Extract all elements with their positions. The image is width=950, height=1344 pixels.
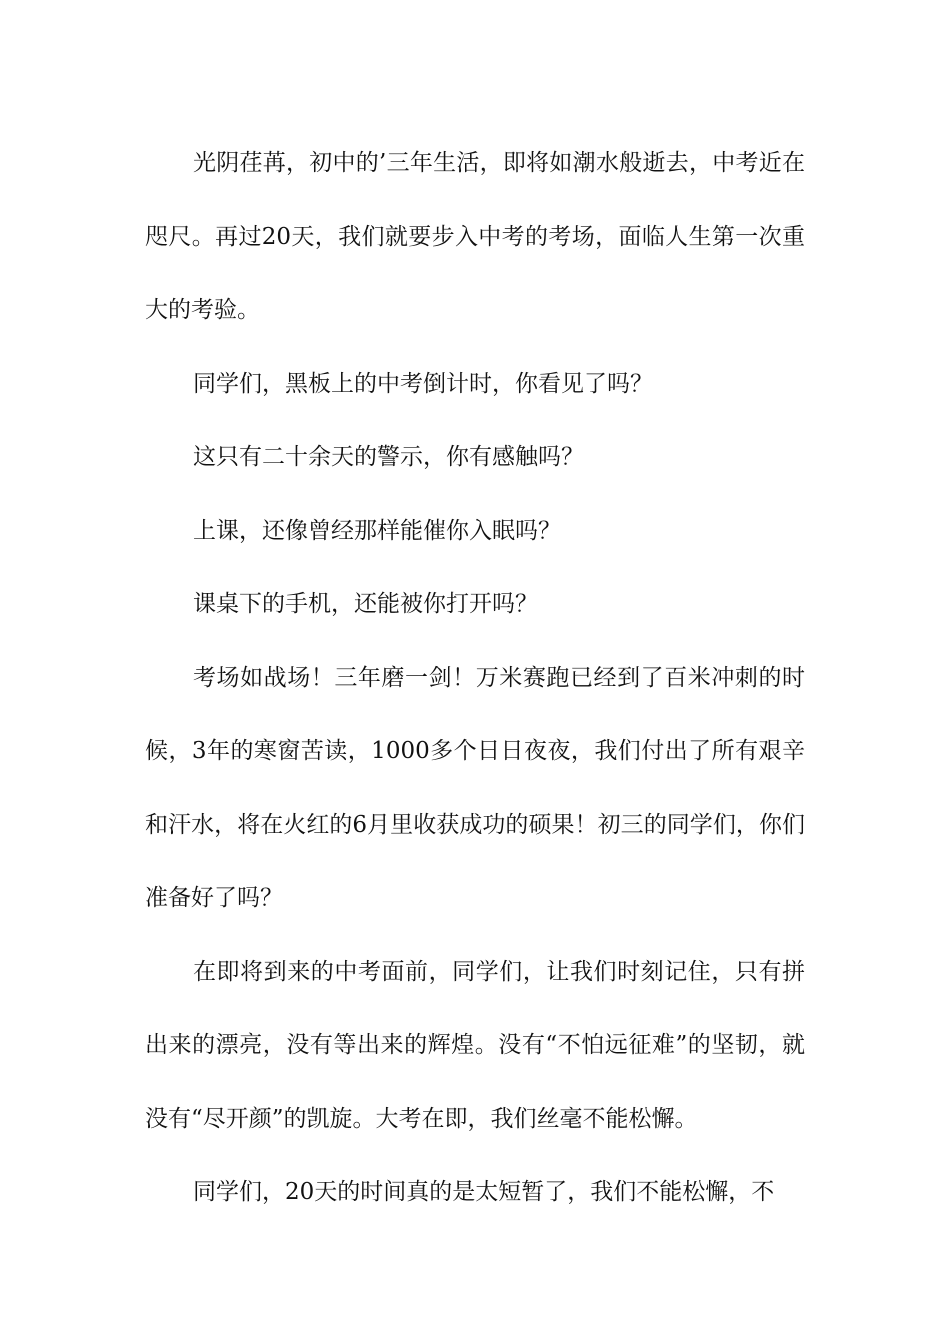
paragraph-6: 考场如战场！三年磨一剑！万米赛跑已经到了百米冲刺的时候，3年的寒窗苦读，1000多个日日夜夜，我们付出了所有艰辛和汗水，将在火红的6月里收获成功的硕果！初三的同学们，你们准备好了吗？	[145, 664, 805, 911]
paragraph-3: 这只有二十余天的警示，你有感触吗？	[193, 444, 584, 470]
paragraph-1: 光阴荏苒，初中的’三年生活，即将如潮水般逝去，中考近在咫尺。再过20天，我们就要步入中考的考场，面临人生第一次重大的考验。	[145, 150, 805, 323]
paragraph-4: 上课，还像曾经那样能催你入眠吗？	[193, 517, 561, 544]
paragraph-8: 同学们，20天的时间真的是太短暂了，我们不能松懈，不	[193, 1179, 775, 1205]
paragraph-5: 课桌下的手机，还能被你打开吗？	[193, 591, 538, 617]
paragraph-7: 在即将到来的中考面前，同学们，让我们时刻记住，只有拼出来的漂亮，没有等出来的辉煌。没有“不怕远征难”的坚韧，就没有“尽开颜”的凯旋。大考在即，我们丝毫不能松懈。	[145, 958, 805, 1132]
document-body	[145, 127, 805, 1230]
paragraph-2: 同学们，黑板上的中考倒计时，你看见了吗？	[193, 370, 653, 397]
